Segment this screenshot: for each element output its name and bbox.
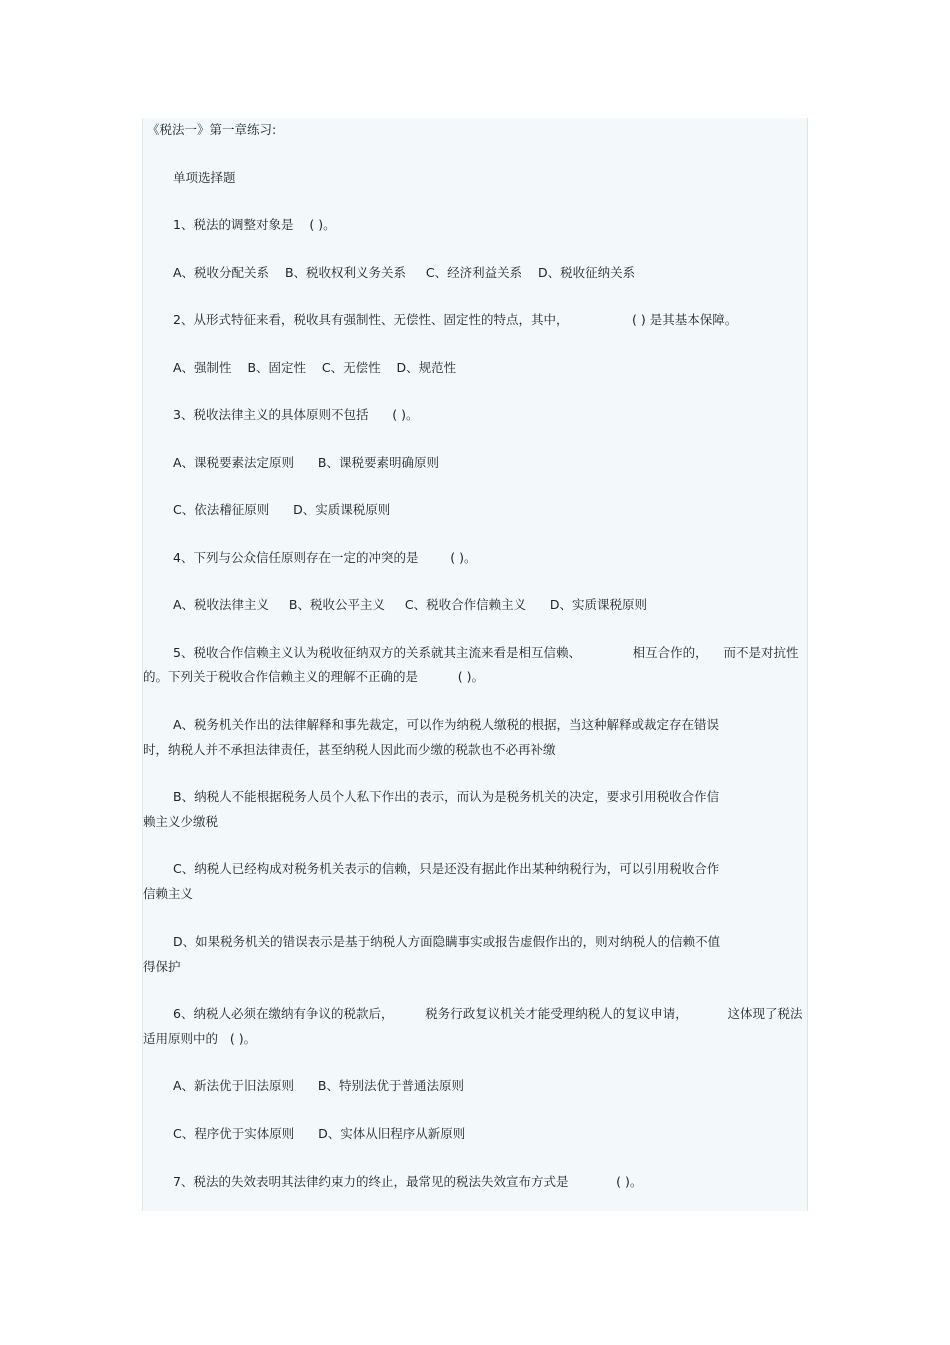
question-1-options: A、税收分配关系 B、税收权利义务关系 C、经济利益关系 D、税收征纳关系 (173, 265, 636, 280)
question-4: 4、下列与公众信任原则存在一定的冲突的是 ( )。 (173, 550, 477, 565)
question-7: 7、税法的失效表明其法律约束力的终止，最常见的税法失效宣布方式是 ( )。 (173, 1174, 643, 1189)
question-5-option-d-line-2: 得保护 (143, 959, 181, 974)
question-5-option-a-line-1: A、税务机关作出的法律解释和事先裁定，可以作为纳税人缴税的根据，当这种解释或裁定存在错误 (173, 717, 720, 732)
document-heading: 《税法一》第一章练习: (147, 122, 277, 137)
question-5-line-2: 的。下列关于税收合作信赖主义的理解不正确的是 ( )。 (143, 669, 484, 684)
document-panel (142, 118, 808, 1211)
question-3: 3、税收法律主义的具体原则不包括 ( )。 (173, 407, 419, 422)
section-title: 单项选择题 (173, 170, 236, 185)
question-6-line-2: 适用原则中的 ( )。 (143, 1031, 257, 1046)
question-6-options-cd: C、程序优于实体原则 D、实体从旧程序从新原则 (173, 1126, 466, 1141)
question-6-line-1: 6、纳税人必须在缴纳有争议的税款后， 税务行政复议机关才能受理纳税人的复议申请， 这体现了税法 (173, 1006, 803, 1021)
question-5-option-b-line-1: B、纳税人不能根据税务人员个人私下作出的表示，而认为是税务机关的决定，要求引用税收合作信 (173, 789, 720, 804)
question-2-options: A、强制性 B、固定性 C、无偿性 D、规范性 (173, 360, 457, 375)
question-5-line-1: 5、税收合作信赖主义认为税收征纳双方的关系就其主流来看是相互信赖、 相互合作的， 而不是对抗性 (173, 645, 799, 660)
question-5-option-c-line-1: C、纳税人已经构成对税务机关表示的信赖，只是还没有据此作出某种纳税行为，可以引用税收合作 (173, 861, 720, 876)
question-5-option-b-line-2: 赖主义少缴税 (143, 814, 219, 829)
question-4-options: A、税收法律主义 B、税收公平主义 C、税收合作信赖主义 D、实质课税原则 (173, 597, 648, 612)
question-5-option-a-line-2: 时，纳税人并不承担法律责任，甚至纳税人因此而少缴的税款也不必再补缴 (143, 742, 556, 757)
question-2: 2、从形式特征来看，税收具有强制性、无偿性、固定性的特点，其中， ( ) 是其基本保障。 (173, 312, 738, 327)
question-6-options-ab: A、新法优于旧法原则 B、特别法优于普通法原则 (173, 1078, 464, 1093)
question-3-options-cd: C、依法稽征原则 D、实质课税原则 (173, 502, 391, 517)
question-3-options-ab: A、课税要素法定原则 B、课税要素明确原则 (173, 455, 439, 470)
question-5-option-d-line-1: D、如果税务机关的错误表示是基于纳税人方面隐瞒事实或报告虚假作出的，则对纳税人的信赖不值 (173, 934, 721, 949)
question-5-option-c-line-2: 信赖主义 (143, 886, 194, 901)
question-1: 1、税法的调整对象是 ( )。 (173, 217, 336, 232)
